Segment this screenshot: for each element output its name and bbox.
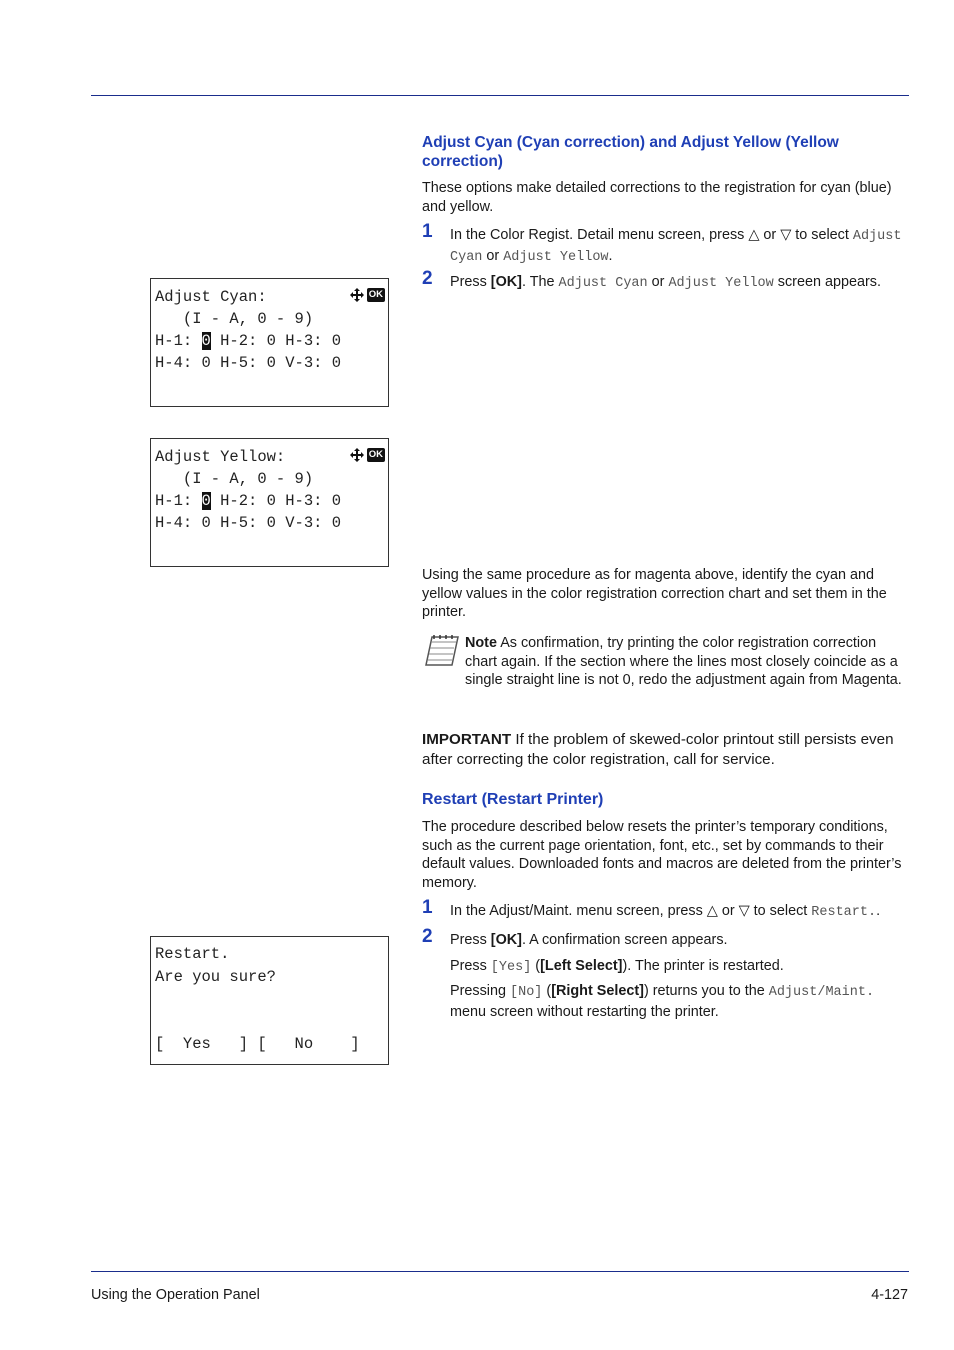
lcd-line: Restart.: [155, 945, 230, 963]
step-text: In the Adjust/Maint. menu screen, press △ or ▽ to select Restart..: [450, 903, 881, 920]
step-text: Press [OK]. The Adjust Cyan or Adjust Yellow screen appears.: [450, 274, 881, 291]
section-heading-restart: Restart (Restart Printer): [422, 791, 604, 808]
important-label: IMPORTANT: [422, 731, 512, 748]
four-way-arrow-icon: [349, 447, 365, 463]
nav-indicator: [349, 287, 385, 303]
lcd-line: Adjust Cyan:: [155, 288, 267, 306]
ok-icon: OK: [368, 449, 383, 460]
section-intro: The procedure described below resets the printer’s temporary conditions, such as the current page orientation, font, etc., set by commands to their default values. Downloaded fonts and macros are deleted from the printer’s memory.: [422, 819, 902, 891]
nav-indicator: [349, 447, 385, 463]
press-yes-paragraph: Press [Yes] ([Left Select]). The printer is restarted.: [450, 958, 784, 975]
note-paragraph: Note As confirmation, try printing the color registration correction chart again. If the section where the lines most closely coincide as a single straight line is not 0, redo the adjustment again from Magenta.: [465, 635, 902, 688]
lcd-line: (I - A, 0 - 9): [155, 310, 314, 328]
lcd-cursor: 0: [201, 332, 211, 350]
lcd-screen-adjust-yellow: [150, 438, 389, 567]
important-paragraph: IMPORTANT If the problem of skewed-color printout still persists even after correcting the color registration, call for service.: [422, 731, 894, 768]
four-way-arrow-icon: [349, 287, 365, 303]
lcd-line: H-4: 0 H-5: 0 V-3: 0: [155, 354, 342, 372]
lcd-line: Adjust Yellow:: [155, 448, 286, 466]
step-number: 2: [422, 926, 433, 947]
lcd-line: (I - A, 0 - 9): [155, 470, 314, 488]
lcd-cursor: 0: [201, 492, 211, 510]
section-intro: These options make detailed corrections to the registration for cyan (blue) and yellow.: [422, 180, 892, 215]
footer-rule: [91, 1271, 909, 1272]
lcd-screen-adjust-cyan: [150, 278, 389, 407]
lcd-softkeys: [ Yes ] [ No ]: [155, 1035, 360, 1053]
page-number: 4-127: [871, 1287, 908, 1303]
step-text: In the Color Regist. Detail menu screen, press △ or ▽ to select Adjust Cyan or Adjust Yellow.: [450, 227, 902, 265]
lcd-line: H-1: 0 H-2: 0 H-3: 0: [155, 332, 342, 350]
step-number: 1: [422, 221, 433, 242]
lcd-line: Are you sure?: [155, 968, 276, 986]
section-heading-adjust-cyan-yellow: Adjust Cyan (Cyan correction) and Adjust Yellow (Yellow correction): [422, 134, 839, 170]
lcd-line: H-1: 0 H-2: 0 H-3: 0: [155, 492, 342, 510]
step-number: 2: [422, 268, 433, 289]
lcd-line: H-4: 0 H-5: 0 V-3: 0: [155, 514, 342, 532]
procedure-paragraph: Using the same procedure as for magenta above, identify the cyan and yellow values in the color registration correction chart and set them in the printer.: [422, 567, 887, 620]
note-pad-icon: [422, 633, 462, 669]
header-rule: [91, 95, 909, 96]
lcd-screen-restart: [150, 936, 389, 1065]
footer-title: Using the Operation Panel: [91, 1287, 260, 1303]
step-number: 1: [422, 897, 433, 918]
note-label: Note: [465, 635, 497, 651]
step-text: Press [OK]. A confirmation screen appears.: [450, 932, 728, 948]
ok-icon: OK: [368, 289, 383, 300]
press-no-paragraph: Pressing [No] ([Right Select]) returns you to the Adjust/Maint. menu screen without restarting the printer.: [450, 983, 875, 1020]
